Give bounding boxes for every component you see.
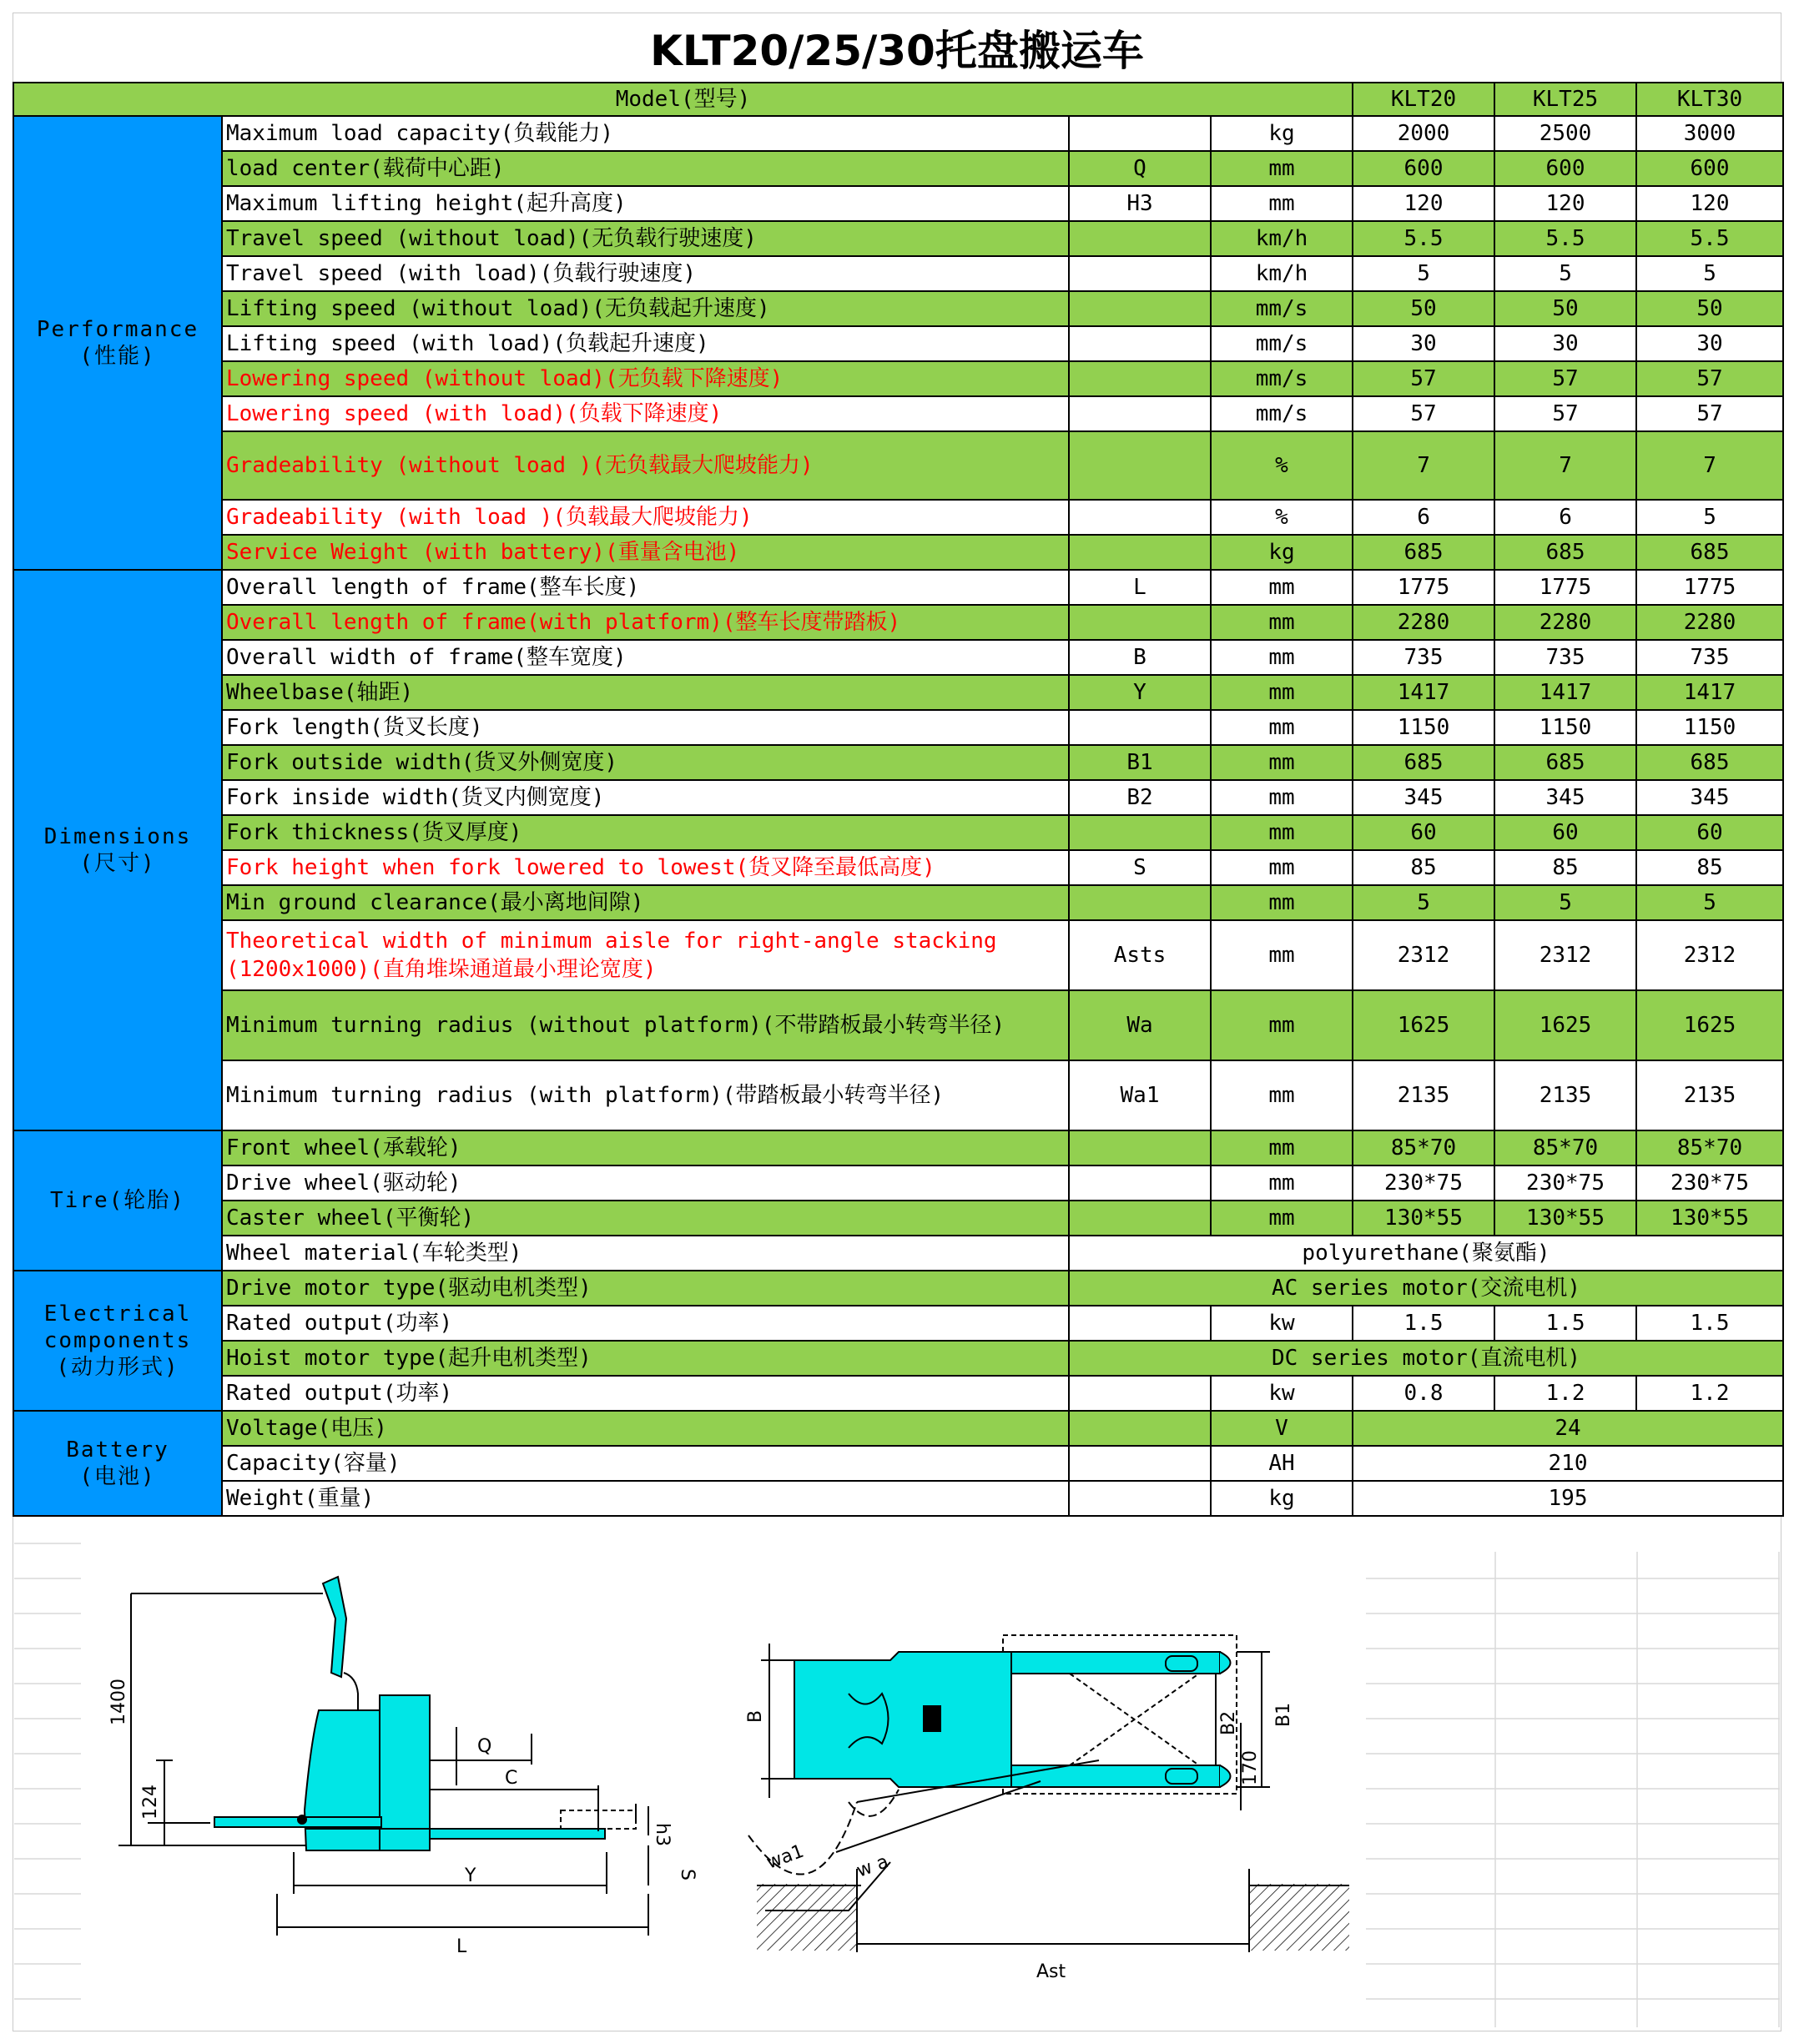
value-klt20: 685 xyxy=(1353,745,1494,780)
value-klt25: 1625 xyxy=(1494,990,1636,1060)
row-code: Y xyxy=(1069,675,1211,710)
dim-label-B1: B1 xyxy=(1273,1702,1294,1727)
value-klt30: 57 xyxy=(1636,361,1783,396)
value-klt20: 85 xyxy=(1353,850,1494,885)
value-klt20: 130*55 xyxy=(1353,1201,1494,1236)
row-label: Service Weight (with battery)(重量含电池) xyxy=(222,535,1069,570)
value-klt25: 735 xyxy=(1494,640,1636,675)
dim-label-wa: w a xyxy=(854,1850,892,1882)
value-klt30: 5 xyxy=(1636,885,1783,920)
value-klt25: 345 xyxy=(1494,780,1636,815)
row-unit: kw xyxy=(1211,1376,1353,1411)
row-code xyxy=(1069,710,1211,745)
category-dimensions xyxy=(13,570,222,1130)
value-klt30: 57 xyxy=(1636,396,1783,431)
row-label: Wheel material(车轮类型) xyxy=(222,1236,1069,1271)
row-unit: % xyxy=(1211,431,1353,500)
table-row xyxy=(13,1306,1783,1341)
model-klt25: KLT25 xyxy=(1494,83,1636,116)
row-label: Gradeability (without load )(无负载最大爬坡能力) xyxy=(222,431,1069,500)
value-klt30: 50 xyxy=(1636,291,1783,326)
value-klt30: 600 xyxy=(1636,151,1783,186)
row-code: Q xyxy=(1069,151,1211,186)
category-label: components xyxy=(43,1328,192,1353)
value-klt30: 1625 xyxy=(1636,990,1783,1060)
technical-drawing xyxy=(14,1535,1780,2027)
row-code xyxy=(1069,1446,1211,1481)
row-code: Wa xyxy=(1069,990,1211,1060)
row-unit: mm xyxy=(1211,1130,1353,1165)
value-klt20: 685 xyxy=(1353,535,1494,570)
value-klt20: 345 xyxy=(1353,780,1494,815)
row-label: Lifting speed (with load)(负载起升速度) xyxy=(222,326,1069,361)
category-label: Performance xyxy=(36,317,199,342)
value-klt20: 7 xyxy=(1353,431,1494,500)
dim-label-B2: B2 xyxy=(1218,1710,1239,1735)
category-label: (尺寸) xyxy=(79,851,156,876)
table-row xyxy=(13,990,1783,1060)
row-code xyxy=(1069,256,1211,291)
category-label: Tire(轮胎) xyxy=(50,1188,185,1213)
row-unit: mm/s xyxy=(1211,291,1353,326)
value-klt20: 735 xyxy=(1353,640,1494,675)
row-code: B xyxy=(1069,640,1211,675)
category-label: (动力形式) xyxy=(56,1355,179,1380)
table-row xyxy=(13,361,1783,396)
row-code xyxy=(1069,1481,1211,1516)
row-code xyxy=(1069,605,1211,640)
row-unit: km/h xyxy=(1211,256,1353,291)
row-unit: V xyxy=(1211,1411,1353,1446)
value-klt20: 2000 xyxy=(1353,116,1494,151)
row-unit: mm xyxy=(1211,710,1353,745)
table-row xyxy=(13,780,1783,815)
value-klt30: 1150 xyxy=(1636,710,1783,745)
table-row xyxy=(13,640,1783,675)
category-electrical xyxy=(13,1271,222,1411)
row-unit: mm xyxy=(1211,745,1353,780)
value-klt20: 57 xyxy=(1353,396,1494,431)
row-unit: mm xyxy=(1211,850,1353,885)
table-row xyxy=(13,745,1783,780)
table-row xyxy=(13,151,1783,186)
category-battery xyxy=(13,1411,222,1516)
value-klt25: 60 xyxy=(1494,815,1636,850)
value-klt25: 1150 xyxy=(1494,710,1636,745)
value-klt25: 2135 xyxy=(1494,1060,1636,1130)
value-klt25: 685 xyxy=(1494,535,1636,570)
value-klt20: 5 xyxy=(1353,256,1494,291)
row-label: Minimum turning radius (without platform)(不带踏板最小转弯半径) xyxy=(222,990,1069,1060)
row-label: load center(载荷中心距) xyxy=(222,151,1069,186)
row-label: Weight(重量) xyxy=(222,1481,1069,1516)
value-klt30: 230*75 xyxy=(1636,1165,1783,1201)
row-unit: mm xyxy=(1211,815,1353,850)
category-label: (性能) xyxy=(79,344,156,369)
row-unit: km/h xyxy=(1211,221,1353,256)
value-klt20: 1150 xyxy=(1353,710,1494,745)
value-klt30: 1.2 xyxy=(1636,1376,1783,1411)
table-row xyxy=(13,1165,1783,1201)
table-row xyxy=(13,1236,1783,1271)
table-row xyxy=(13,186,1783,221)
table-row xyxy=(13,1130,1783,1165)
table-row xyxy=(13,1201,1783,1236)
row-label: Fork height when fork lowered to lowest(货叉降至最低高度) xyxy=(222,850,1069,885)
value-klt25: 85*70 xyxy=(1494,1130,1636,1165)
top-view-drawing xyxy=(748,1635,1349,1952)
row-label: Caster wheel(平衡轮) xyxy=(222,1201,1069,1236)
row-code: S xyxy=(1069,850,1211,885)
table-row xyxy=(13,605,1783,640)
model-label: Model(型号) xyxy=(13,83,1353,116)
table-row xyxy=(13,1376,1783,1411)
row-code xyxy=(1069,500,1211,535)
row-code xyxy=(1069,431,1211,500)
row-label: Min ground clearance(最小离地间隙) xyxy=(222,885,1069,920)
value-klt25: 50 xyxy=(1494,291,1636,326)
spec-table xyxy=(13,82,1784,1517)
table-row xyxy=(13,1481,1783,1516)
row-label: Rated output(功率) xyxy=(222,1376,1069,1411)
row-unit: mm/s xyxy=(1211,361,1353,396)
row-code xyxy=(1069,535,1211,570)
row-unit: % xyxy=(1211,500,1353,535)
row-code: H3 xyxy=(1069,186,1211,221)
row-unit: mm xyxy=(1211,675,1353,710)
value-klt20: 57 xyxy=(1353,361,1494,396)
row-code xyxy=(1069,116,1211,151)
value-klt30: 1417 xyxy=(1636,675,1783,710)
table-row xyxy=(13,1341,1783,1376)
dim-label-Ast: Ast xyxy=(1036,1961,1066,1982)
dim-label-h3: h3 xyxy=(652,1823,673,1846)
value-klt30: 5.5 xyxy=(1636,221,1783,256)
value-klt20: 2135 xyxy=(1353,1060,1494,1130)
value-klt30: 735 xyxy=(1636,640,1783,675)
value-klt30: 2280 xyxy=(1636,605,1783,640)
value-klt25: 85 xyxy=(1494,850,1636,885)
row-code xyxy=(1069,326,1211,361)
row-unit: mm xyxy=(1211,186,1353,221)
value-klt30: 30 xyxy=(1636,326,1783,361)
dim-label-wa1: wa1 xyxy=(763,1840,807,1874)
value-klt25: 5.5 xyxy=(1494,221,1636,256)
row-label: Overall width of frame(整车宽度) xyxy=(222,640,1069,675)
row-code xyxy=(1069,1201,1211,1236)
row-unit: mm xyxy=(1211,1201,1353,1236)
category-tire xyxy=(13,1130,222,1271)
value-klt25: 6 xyxy=(1494,500,1636,535)
value-klt20: 60 xyxy=(1353,815,1494,850)
row-code: Asts xyxy=(1069,920,1211,990)
value-klt25: 57 xyxy=(1494,396,1636,431)
merged-value: 24 xyxy=(1353,1411,1783,1446)
row-label: Travel speed (with load)(负载行驶速度) xyxy=(222,256,1069,291)
category-performance xyxy=(13,116,222,570)
table-row xyxy=(13,326,1783,361)
value-klt30: 60 xyxy=(1636,815,1783,850)
row-code: B2 xyxy=(1069,780,1211,815)
value-klt25: 600 xyxy=(1494,151,1636,186)
value-klt25: 5 xyxy=(1494,885,1636,920)
value-klt20: 1625 xyxy=(1353,990,1494,1060)
row-label: Rated output(功率) xyxy=(222,1306,1069,1341)
row-label: Capacity(容量) xyxy=(222,1446,1069,1481)
value-klt25: 130*55 xyxy=(1494,1201,1636,1236)
dim-label-170: 170 xyxy=(1240,1750,1261,1785)
row-label: Overall length of frame(整车长度) xyxy=(222,570,1069,605)
value-klt25: 2280 xyxy=(1494,605,1636,640)
value-klt25: 57 xyxy=(1494,361,1636,396)
category-label: Dimensions xyxy=(43,824,192,849)
table-row xyxy=(13,920,1783,990)
value-klt25: 230*75 xyxy=(1494,1165,1636,1201)
dim-label-S: S xyxy=(677,1869,698,1880)
table-row xyxy=(13,675,1783,710)
row-unit: mm/s xyxy=(1211,326,1353,361)
value-klt30: 130*55 xyxy=(1636,1201,1783,1236)
row-code xyxy=(1069,1306,1211,1341)
row-unit: mm xyxy=(1211,605,1353,640)
value-klt25: 2312 xyxy=(1494,920,1636,990)
value-klt20: 1775 xyxy=(1353,570,1494,605)
row-unit: kg xyxy=(1211,116,1353,151)
value-klt25: 1775 xyxy=(1494,570,1636,605)
row-label: Front wheel(承载轮) xyxy=(222,1130,1069,1165)
row-label: Drive motor type(驱动电机类型) xyxy=(222,1271,1069,1306)
value-klt30: 1775 xyxy=(1636,570,1783,605)
value-klt25: 30 xyxy=(1494,326,1636,361)
dim-label-1400: 1400 xyxy=(108,1679,129,1725)
row-unit: mm xyxy=(1211,570,1353,605)
value-klt20: 600 xyxy=(1353,151,1494,186)
value-klt20: 5 xyxy=(1353,885,1494,920)
table-row xyxy=(13,221,1783,256)
row-code xyxy=(1069,1376,1211,1411)
value-klt20: 6 xyxy=(1353,500,1494,535)
table-row xyxy=(13,1411,1783,1446)
category-label: Electrical xyxy=(43,1301,192,1327)
row-unit: kg xyxy=(1211,1481,1353,1516)
value-klt20: 50 xyxy=(1353,291,1494,326)
row-code xyxy=(1069,1165,1211,1201)
row-label: Minimum turning radius (with platform)(带踏板最小转弯半径) xyxy=(222,1060,1069,1130)
row-label: Overall length of frame(with platform)(整车长度带踏板) xyxy=(222,605,1069,640)
row-code: B1 xyxy=(1069,745,1211,780)
dim-label-L: L xyxy=(456,1936,467,1957)
merged-value: polyurethane(聚氨酯) xyxy=(1069,1236,1783,1271)
merged-value: DC series motor(直流电机) xyxy=(1069,1341,1783,1376)
row-unit: mm xyxy=(1211,640,1353,675)
row-label: Theoretical width of minimum aisle for right-angle stacking (1200x1000)(直角堆垛通道最小理论宽度) xyxy=(222,920,1069,990)
row-code xyxy=(1069,291,1211,326)
merged-value: 195 xyxy=(1353,1481,1783,1516)
row-label: Fork thickness(货叉厚度) xyxy=(222,815,1069,850)
table-row xyxy=(13,1060,1783,1130)
value-klt20: 30 xyxy=(1353,326,1494,361)
value-klt20: 120 xyxy=(1353,186,1494,221)
value-klt30: 345 xyxy=(1636,780,1783,815)
dim-label-Y: Y xyxy=(465,1865,476,1886)
row-unit: mm xyxy=(1211,1060,1353,1130)
merged-value: AC series motor(交流电机) xyxy=(1069,1271,1783,1306)
row-code xyxy=(1069,221,1211,256)
value-klt25: 7 xyxy=(1494,431,1636,500)
row-unit: mm xyxy=(1211,920,1353,990)
value-klt20: 85*70 xyxy=(1353,1130,1494,1165)
value-klt20: 2280 xyxy=(1353,605,1494,640)
value-klt25: 1417 xyxy=(1494,675,1636,710)
row-code xyxy=(1069,1411,1211,1446)
row-label: Maximum load capacity(负载能力) xyxy=(222,116,1069,151)
header-row xyxy=(13,83,1783,116)
value-klt30: 85 xyxy=(1636,850,1783,885)
value-klt20: 1417 xyxy=(1353,675,1494,710)
value-klt30: 120 xyxy=(1636,186,1783,221)
row-label: Fork length(货叉长度) xyxy=(222,710,1069,745)
table-row xyxy=(13,710,1783,745)
value-klt30: 5 xyxy=(1636,500,1783,535)
row-code: Wa1 xyxy=(1069,1060,1211,1130)
row-label: Hoist motor type(起升电机类型) xyxy=(222,1341,1069,1376)
merged-value: 210 xyxy=(1353,1446,1783,1481)
table-row xyxy=(13,535,1783,570)
table-row xyxy=(13,570,1783,605)
row-label: Lowering speed (with load)(负载下降速度) xyxy=(222,396,1069,431)
row-unit: mm xyxy=(1211,885,1353,920)
table-row xyxy=(13,1271,1783,1306)
page-title: KLT20/25/30托盘搬运车 xyxy=(650,27,1144,75)
table-row xyxy=(13,396,1783,431)
table-row xyxy=(13,1446,1783,1481)
row-code xyxy=(1069,396,1211,431)
value-klt30: 85*70 xyxy=(1636,1130,1783,1165)
value-klt30: 2312 xyxy=(1636,920,1783,990)
row-label: Fork inside width(货叉内侧宽度) xyxy=(222,780,1069,815)
row-unit: mm xyxy=(1211,151,1353,186)
value-klt25: 2500 xyxy=(1494,116,1636,151)
value-klt30: 2135 xyxy=(1636,1060,1783,1130)
category-label: Battery xyxy=(66,1437,169,1463)
category-label: (电池) xyxy=(79,1464,156,1489)
table-row xyxy=(13,291,1783,326)
model-klt30: KLT30 xyxy=(1636,83,1783,116)
row-label: Wheelbase(轴距) xyxy=(222,675,1069,710)
value-klt30: 685 xyxy=(1636,745,1783,780)
table-row xyxy=(13,850,1783,885)
row-code: L xyxy=(1069,570,1211,605)
row-label: Maximum lifting height(起升高度) xyxy=(222,186,1069,221)
table-row xyxy=(13,116,1783,151)
row-code xyxy=(1069,815,1211,850)
row-label: Fork outside width(货叉外侧宽度) xyxy=(222,745,1069,780)
table-row xyxy=(13,256,1783,291)
dim-label-B: B xyxy=(745,1709,766,1723)
row-unit: mm xyxy=(1211,780,1353,815)
value-klt20: 5.5 xyxy=(1353,221,1494,256)
row-unit: AH xyxy=(1211,1446,1353,1481)
table-row xyxy=(13,815,1783,850)
row-unit: mm xyxy=(1211,990,1353,1060)
value-klt20: 1.5 xyxy=(1353,1306,1494,1341)
value-klt30: 1.5 xyxy=(1636,1306,1783,1341)
row-label: Voltage(电压) xyxy=(222,1411,1069,1446)
row-unit: kw xyxy=(1211,1306,1353,1341)
value-klt30: 5 xyxy=(1636,256,1783,291)
value-klt30: 7 xyxy=(1636,431,1783,500)
row-code xyxy=(1069,1130,1211,1165)
row-label: Lowering speed (without load)(无负载下降速度) xyxy=(222,361,1069,396)
value-klt25: 685 xyxy=(1494,745,1636,780)
dim-label-C: C xyxy=(505,1768,518,1789)
table-row xyxy=(13,885,1783,920)
row-label: Travel speed (without load)(无负载行驶速度) xyxy=(222,221,1069,256)
row-code xyxy=(1069,885,1211,920)
value-klt20: 2312 xyxy=(1353,920,1494,990)
row-unit: mm/s xyxy=(1211,396,1353,431)
table-row xyxy=(13,431,1783,500)
model-klt20: KLT20 xyxy=(1353,83,1494,116)
value-klt20: 0.8 xyxy=(1353,1376,1494,1411)
table-row xyxy=(13,500,1783,535)
row-code xyxy=(1069,361,1211,396)
row-label: Gradeability (with load )(负载最大爬坡能力) xyxy=(222,500,1069,535)
row-label: Lifting speed (without load)(无负载起升速度) xyxy=(222,291,1069,326)
value-klt25: 1.5 xyxy=(1494,1306,1636,1341)
dim-label-Q: Q xyxy=(477,1736,492,1757)
dim-label-124: 124 xyxy=(140,1785,161,1820)
side-view-drawing xyxy=(118,1577,648,1936)
value-klt25: 1.2 xyxy=(1494,1376,1636,1411)
value-klt25: 120 xyxy=(1494,186,1636,221)
value-klt30: 3000 xyxy=(1636,116,1783,151)
value-klt30: 685 xyxy=(1636,535,1783,570)
row-unit: kg xyxy=(1211,535,1353,570)
row-unit: mm xyxy=(1211,1165,1353,1201)
value-klt20: 230*75 xyxy=(1353,1165,1494,1201)
row-label: Drive wheel(驱动轮) xyxy=(222,1165,1069,1201)
value-klt25: 5 xyxy=(1494,256,1636,291)
